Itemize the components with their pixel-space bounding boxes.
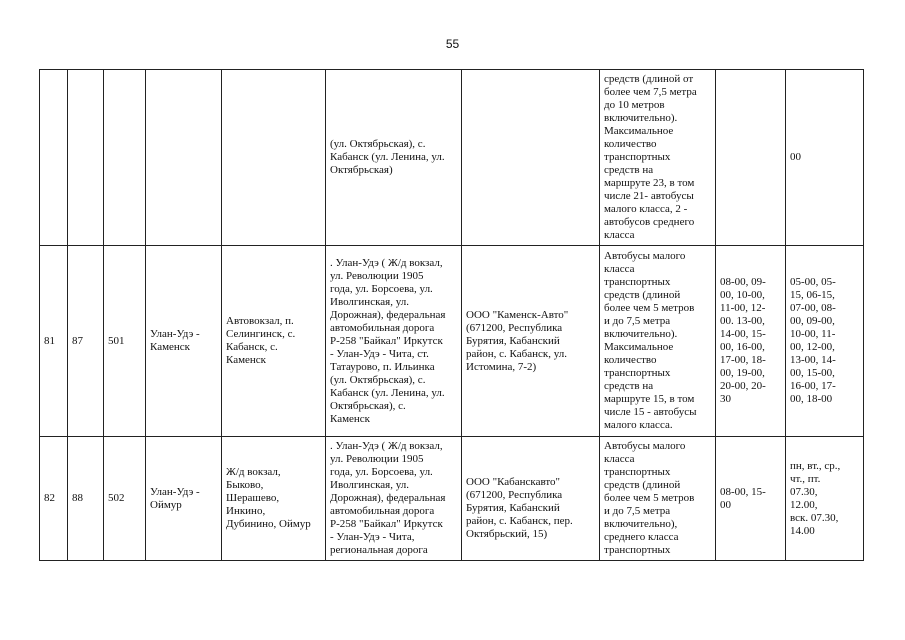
cell-path: (ул. Октябрьская), с. Кабанск (ул. Ленина, ул. Октябрьская) [326, 70, 462, 246]
cell-departures-start: 08-00, 09- 00, 10-00, 11-00, 12- 00. 13-00, 14-00, 15- 00, 16-00, 17-00, 18- 00, 19-00, 20-00, 20- 30 [716, 246, 786, 437]
cell-vehicles: Автобусы малого класса транспортных средств (длиной более чем 5 метров и до 7,5 метра включительно). Максимальное количество транспортных средств на маршруте 15, в том числе 15 - автобусы малого класса. [600, 246, 716, 437]
cell-departures-end: 00 [786, 70, 864, 246]
routes-table [39, 69, 864, 561]
cell-departures-start [716, 70, 786, 246]
cell-row-number: 81 [40, 246, 68, 437]
cell-path: . Улан-Удэ ( Ж/д вокзал, ул. Революции 1905 года, ул. Борсоева, ул. Иволгинская, ул. Дорожная), федеральная автомобильная дорога Р-258 "Байкал" Иркутск - Улан-Удэ - Чита, ст. Татаурово, п. Ильинка (ул. Октябрьская), с. Кабанск (ул. Ленина, ул. Октябрьская), с. Каменск [326, 246, 462, 437]
table-row [40, 437, 864, 561]
cell-row-number [40, 70, 68, 246]
cell-stops: Ж/д вокзал, Быково, Шерашево, Инкино, Дубинино, Оймур [222, 437, 326, 561]
table-row [40, 70, 864, 246]
cell-path: . Улан-Удэ ( Ж/д вокзал, ул. Революции 1905 года, ул. Борсоева, ул. Иволгинская, ул. Дорожная), федеральная автомобильная дорога Р-258 "Байкал" Иркутск - Улан-Удэ - Чита, региональная дорога [326, 437, 462, 561]
cell-registry-number: 88 [68, 437, 104, 561]
cell-route-number: 502 [104, 437, 146, 561]
cell-route-number [104, 70, 146, 246]
cell-departures-end: 05-00, 05- 15, 06-15, 07-00, 08- 00, 09-00, 10-00, 11- 00, 12-00, 13-00, 14- 00, 15-00, 16-00, 17- 00, 18-00 [786, 246, 864, 437]
cell-route-name [146, 70, 222, 246]
cell-carrier [462, 70, 600, 246]
cell-vehicles: средств (длиной от более чем 7,5 метра до 10 метров включительно). Максимальное количество транспортных средств на маршруте 23, в том числе 21- автобусы малого класса, 2 - автобусов среднего класса [600, 70, 716, 246]
cell-carrier: ООО "Каменск-Авто" (671200, Республика Бурятия, Кабанский район, с. Кабанск, ул. Истомина, 7-2) [462, 246, 600, 437]
cell-carrier: ООО "Кабанскавто" (671200, Республика Бурятия, Кабанский район, с. Кабанск, пер. Октябрьский, 15) [462, 437, 600, 561]
cell-registry-number: 87 [68, 246, 104, 437]
cell-departures-start: 08-00, 15- 00 [716, 437, 786, 561]
cell-route-number: 501 [104, 246, 146, 437]
page-number: 55 [445, 37, 460, 51]
cell-departures-end: пн, вт., ср., чт., пт. 07.30, 12.00, вск. 07.30, 14.00 [786, 437, 864, 561]
cell-route-name: Улан-Удэ - Каменск [146, 246, 222, 437]
cell-registry-number [68, 70, 104, 246]
cell-stops [222, 70, 326, 246]
table-row [40, 246, 864, 437]
cell-route-name: Улан-Удэ - Оймур [146, 437, 222, 561]
cell-stops: Автовокзал, п. Селингинск, с. Кабанск, с. Каменск [222, 246, 326, 437]
cell-vehicles: Автобусы малого класса транспортных средств (длиной более чем 5 метров и до 7,5 метра включительно), среднего класса транспортных [600, 437, 716, 561]
cell-row-number: 82 [40, 437, 68, 561]
